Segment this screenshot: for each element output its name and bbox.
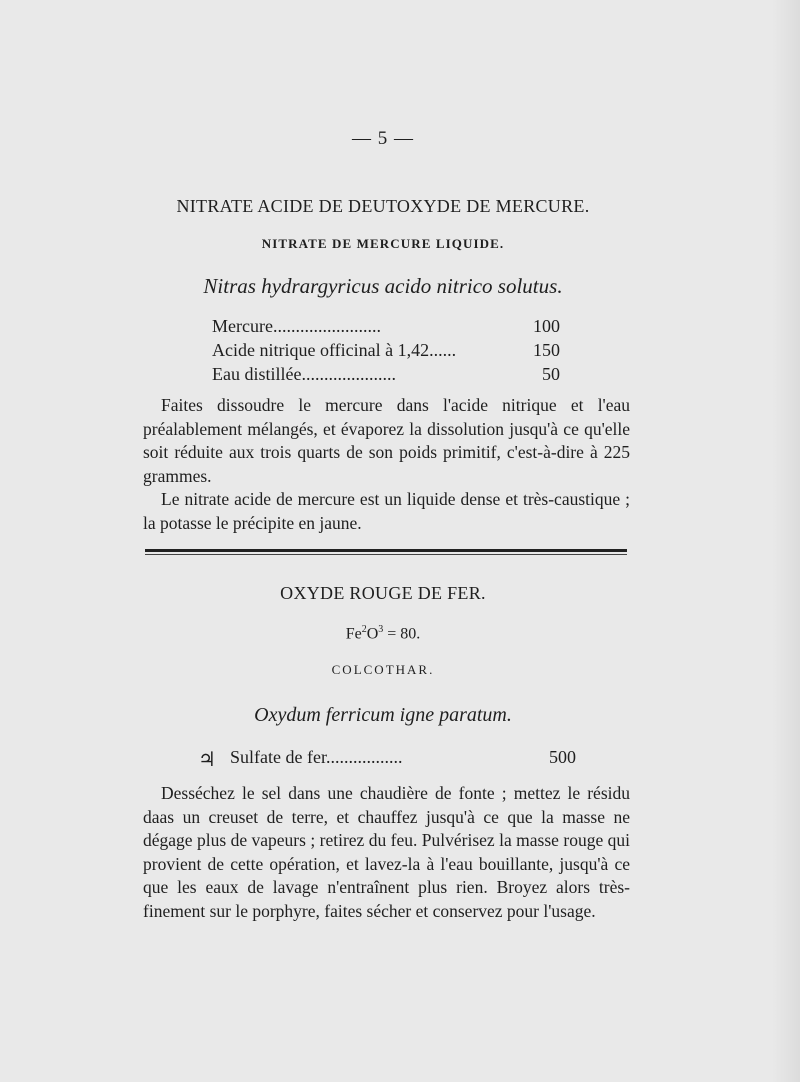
ingredient-quantity: 500 <box>549 747 576 767</box>
ingredient-name: Mercure........................ <box>212 316 381 336</box>
page-edge-shadow <box>772 0 800 1082</box>
chemical-formula: $Fe^2O^3 = 80$. <box>345 624 421 643</box>
section-divider <box>145 549 627 555</box>
section-subtitle-colcothar: COLCOTHAR. <box>331 662 435 677</box>
paragraph: Faites dissoudre le mercure dans l'acide nitrique et l'eau préalablement mélangés, et évaporez la dissolution jusqu'à ce qu'elle soit réduite aux trois quarts de son poids primitif, c'est-à-dire à 225 grammes. <box>143 395 630 486</box>
ingredient-row <box>212 314 560 338</box>
ingredient-row <box>212 338 560 362</box>
section-title-nitrate: NITRATE ACIDE DE DEUTOXYDE DE MERCURE. <box>176 196 590 216</box>
body-text-oxyde <box>143 782 630 923</box>
ingredient-quantity: 150 <box>533 340 560 360</box>
paragraph: Desséchez le sel dans une chaudière de fonte ; mettez le résidu daas un creuset de terre, et chauffez jusqu'à ce que la masse ne dégage plus de vapeurs ; retirez du feu. Pulvérisez la masse rouge qui provient de cette opération, et lavez-la à l'eau bouillante, jusqu'à ce que les eaux de lavage n'entraînent plus rien. Broyez alors très-finement sur le porphyre, faites sécher et conservez pour l'usage. <box>143 783 630 921</box>
ingredient-quantity: 100 <box>533 316 560 336</box>
recipe-row <box>198 747 576 773</box>
page-number: — 5 — <box>352 128 414 149</box>
ingredient-row <box>212 362 560 386</box>
ingredient-name: Eau distillée..................... <box>212 364 396 384</box>
latin-name-oxyde: Oxydum ferricum igne paratum. <box>254 704 512 726</box>
paragraph: Le nitrate acide de mercure est un liquide dense et très-caustique ; la potasse le précipite en jaune. <box>143 489 630 533</box>
latin-name-nitrate: Nitras hydrargyricus acido nitrico solutus. <box>203 274 563 298</box>
ingredient-name: Acide nitrique officinal à 1,42...... <box>212 340 457 360</box>
section-subtitle-nitrate: NITRATE DE MERCURE LIQUIDE. <box>261 236 505 251</box>
body-text-nitrate <box>143 394 630 535</box>
ingredient-quantity: 50 <box>542 364 560 384</box>
ingredient-name: Sulfate de fer................. <box>230 747 403 767</box>
section-title-oxyde: OXYDE ROUGE DE FER. <box>280 583 486 603</box>
ingredient-list <box>212 314 560 386</box>
jupiter-recipe-icon: ♃ <box>198 749 216 771</box>
